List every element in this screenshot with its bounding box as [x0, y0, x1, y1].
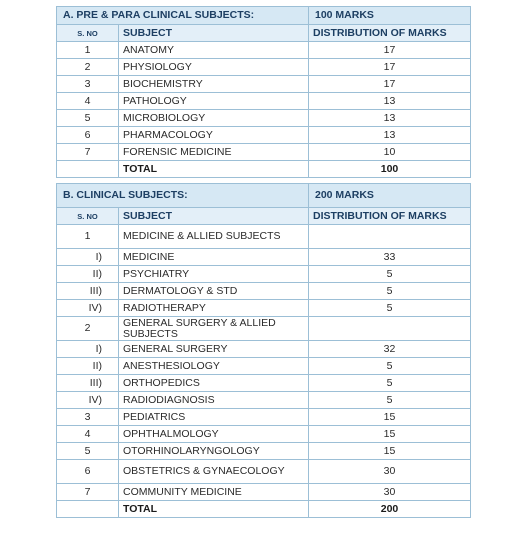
section-a-total-row [57, 161, 471, 178]
row-sno: III) [57, 283, 119, 300]
row-sno: 4 [57, 93, 119, 110]
row-marks: 5 [309, 300, 471, 317]
row-subject: MICROBIOLOGY [119, 110, 309, 127]
section-b-total-label: TOTAL [119, 501, 309, 518]
table-row [57, 443, 471, 460]
section-a-footer [57, 161, 471, 184]
total-sno-cell [57, 501, 119, 518]
row-sno: II) [57, 358, 119, 375]
row-sno: III) [57, 375, 119, 392]
section-b-title: B. CLINICAL SUBJECTS: [57, 184, 309, 208]
row-subject: PHARMACOLOGY [119, 127, 309, 144]
row-sno: 3 [57, 409, 119, 426]
table-row [57, 93, 471, 110]
section-b-rows [57, 225, 471, 501]
row-subject: COMMUNITY MEDICINE [119, 484, 309, 501]
section-a-rows [57, 42, 471, 161]
row-marks: 5 [309, 283, 471, 300]
section-b-header-row [57, 208, 471, 225]
column-header-distribution: DISTRIBUTION OF MARKS [309, 208, 471, 225]
section-b [57, 184, 471, 225]
row-subject: ORTHOPEDICS [119, 375, 309, 392]
row-subject: OBSTETRICS & GYNAECOLOGY [119, 460, 309, 484]
table-row [57, 317, 471, 341]
table-row [57, 375, 471, 392]
table-row [57, 249, 471, 266]
row-marks: 33 [309, 249, 471, 266]
row-subject: BIOCHEMISTRY [119, 76, 309, 93]
row-sno: IV) [57, 300, 119, 317]
row-sno: 7 [57, 484, 119, 501]
row-sno: I) [57, 249, 119, 266]
section-a-total-label: TOTAL [119, 161, 309, 178]
section-b-title-row [57, 184, 471, 208]
row-marks: 13 [309, 127, 471, 144]
section-b-footer [57, 501, 471, 518]
row-marks: 5 [309, 358, 471, 375]
section-b-total-row [57, 501, 471, 518]
row-subject: MEDICINE [119, 249, 309, 266]
table-row [57, 110, 471, 127]
row-subject: GENERAL SURGERY [119, 341, 309, 358]
row-marks [309, 317, 471, 341]
section-a-title-row [57, 7, 471, 25]
row-marks [309, 225, 471, 249]
row-marks: 17 [309, 59, 471, 76]
row-sno: 2 [57, 317, 119, 341]
row-marks: 15 [309, 426, 471, 443]
row-sno: I) [57, 341, 119, 358]
column-header-distribution: DISTRIBUTION OF MARKS [309, 25, 471, 42]
section-b-marks: 200 MARKS [309, 184, 471, 208]
row-subject: PATHOLOGY [119, 93, 309, 110]
row-marks: 5 [309, 266, 471, 283]
table-row [57, 460, 471, 484]
column-header-subject: SUBJECT [119, 25, 309, 42]
section-a-title: A. PRE & PARA CLINICAL SUBJECTS: [57, 7, 309, 25]
row-subject: GENERAL SURGERY & ALLIED SUBJECTS [119, 317, 309, 341]
section-a-header-row [57, 25, 471, 42]
row-subject: PEDIATRICS [119, 409, 309, 426]
table-row [57, 409, 471, 426]
table-row [57, 225, 471, 249]
table-row [57, 42, 471, 59]
row-sno: II) [57, 266, 119, 283]
table-row [57, 76, 471, 93]
table-row [57, 426, 471, 443]
table-row [57, 358, 471, 375]
row-sno: 5 [57, 110, 119, 127]
row-sno: 2 [57, 59, 119, 76]
row-subject: OTORHINOLARYNGOLOGY [119, 443, 309, 460]
table-row [57, 300, 471, 317]
row-subject: OPHTHALMOLOGY [119, 426, 309, 443]
row-subject: FORENSIC MEDICINE [119, 144, 309, 161]
row-marks: 17 [309, 76, 471, 93]
table-row [57, 127, 471, 144]
total-sno-cell [57, 161, 119, 178]
column-header-sno: S. NO [57, 25, 119, 42]
row-subject: DERMATOLOGY & STD [119, 283, 309, 300]
section-b-total-value: 200 [309, 501, 471, 518]
row-marks: 5 [309, 392, 471, 409]
table-row [57, 283, 471, 300]
table-row [57, 341, 471, 358]
row-marks: 13 [309, 110, 471, 127]
row-sno: 6 [57, 460, 119, 484]
row-marks: 17 [309, 42, 471, 59]
row-subject: RADIOTHERAPY [119, 300, 309, 317]
row-marks: 15 [309, 409, 471, 426]
section-a-total-value: 100 [309, 161, 471, 178]
section-a-marks: 100 MARKS [309, 7, 471, 25]
column-header-subject: SUBJECT [119, 208, 309, 225]
marks-distribution-table [56, 6, 471, 518]
table-row [57, 392, 471, 409]
row-subject: ANESTHESIOLOGY [119, 358, 309, 375]
row-subject: PHYSIOLOGY [119, 59, 309, 76]
row-subject: MEDICINE & ALLIED SUBJECTS [119, 225, 309, 249]
row-sno: 7 [57, 144, 119, 161]
row-sno: 1 [57, 42, 119, 59]
row-subject: ANATOMY [119, 42, 309, 59]
table-row [57, 59, 471, 76]
row-sno: 6 [57, 127, 119, 144]
row-subject: RADIODIAGNOSIS [119, 392, 309, 409]
row-subject: PSYCHIATRY [119, 266, 309, 283]
row-marks: 15 [309, 443, 471, 460]
section-a [57, 7, 471, 42]
row-sno: 4 [57, 426, 119, 443]
row-marks: 30 [309, 460, 471, 484]
row-marks: 32 [309, 341, 471, 358]
row-sno: IV) [57, 392, 119, 409]
row-sno: 3 [57, 76, 119, 93]
table-row [57, 266, 471, 283]
row-marks: 10 [309, 144, 471, 161]
table-row [57, 144, 471, 161]
column-header-sno: S. NO [57, 208, 119, 225]
row-sno: 5 [57, 443, 119, 460]
row-marks: 13 [309, 93, 471, 110]
row-marks: 5 [309, 375, 471, 392]
row-marks: 30 [309, 484, 471, 501]
table-row [57, 484, 471, 501]
row-sno: 1 [57, 225, 119, 249]
